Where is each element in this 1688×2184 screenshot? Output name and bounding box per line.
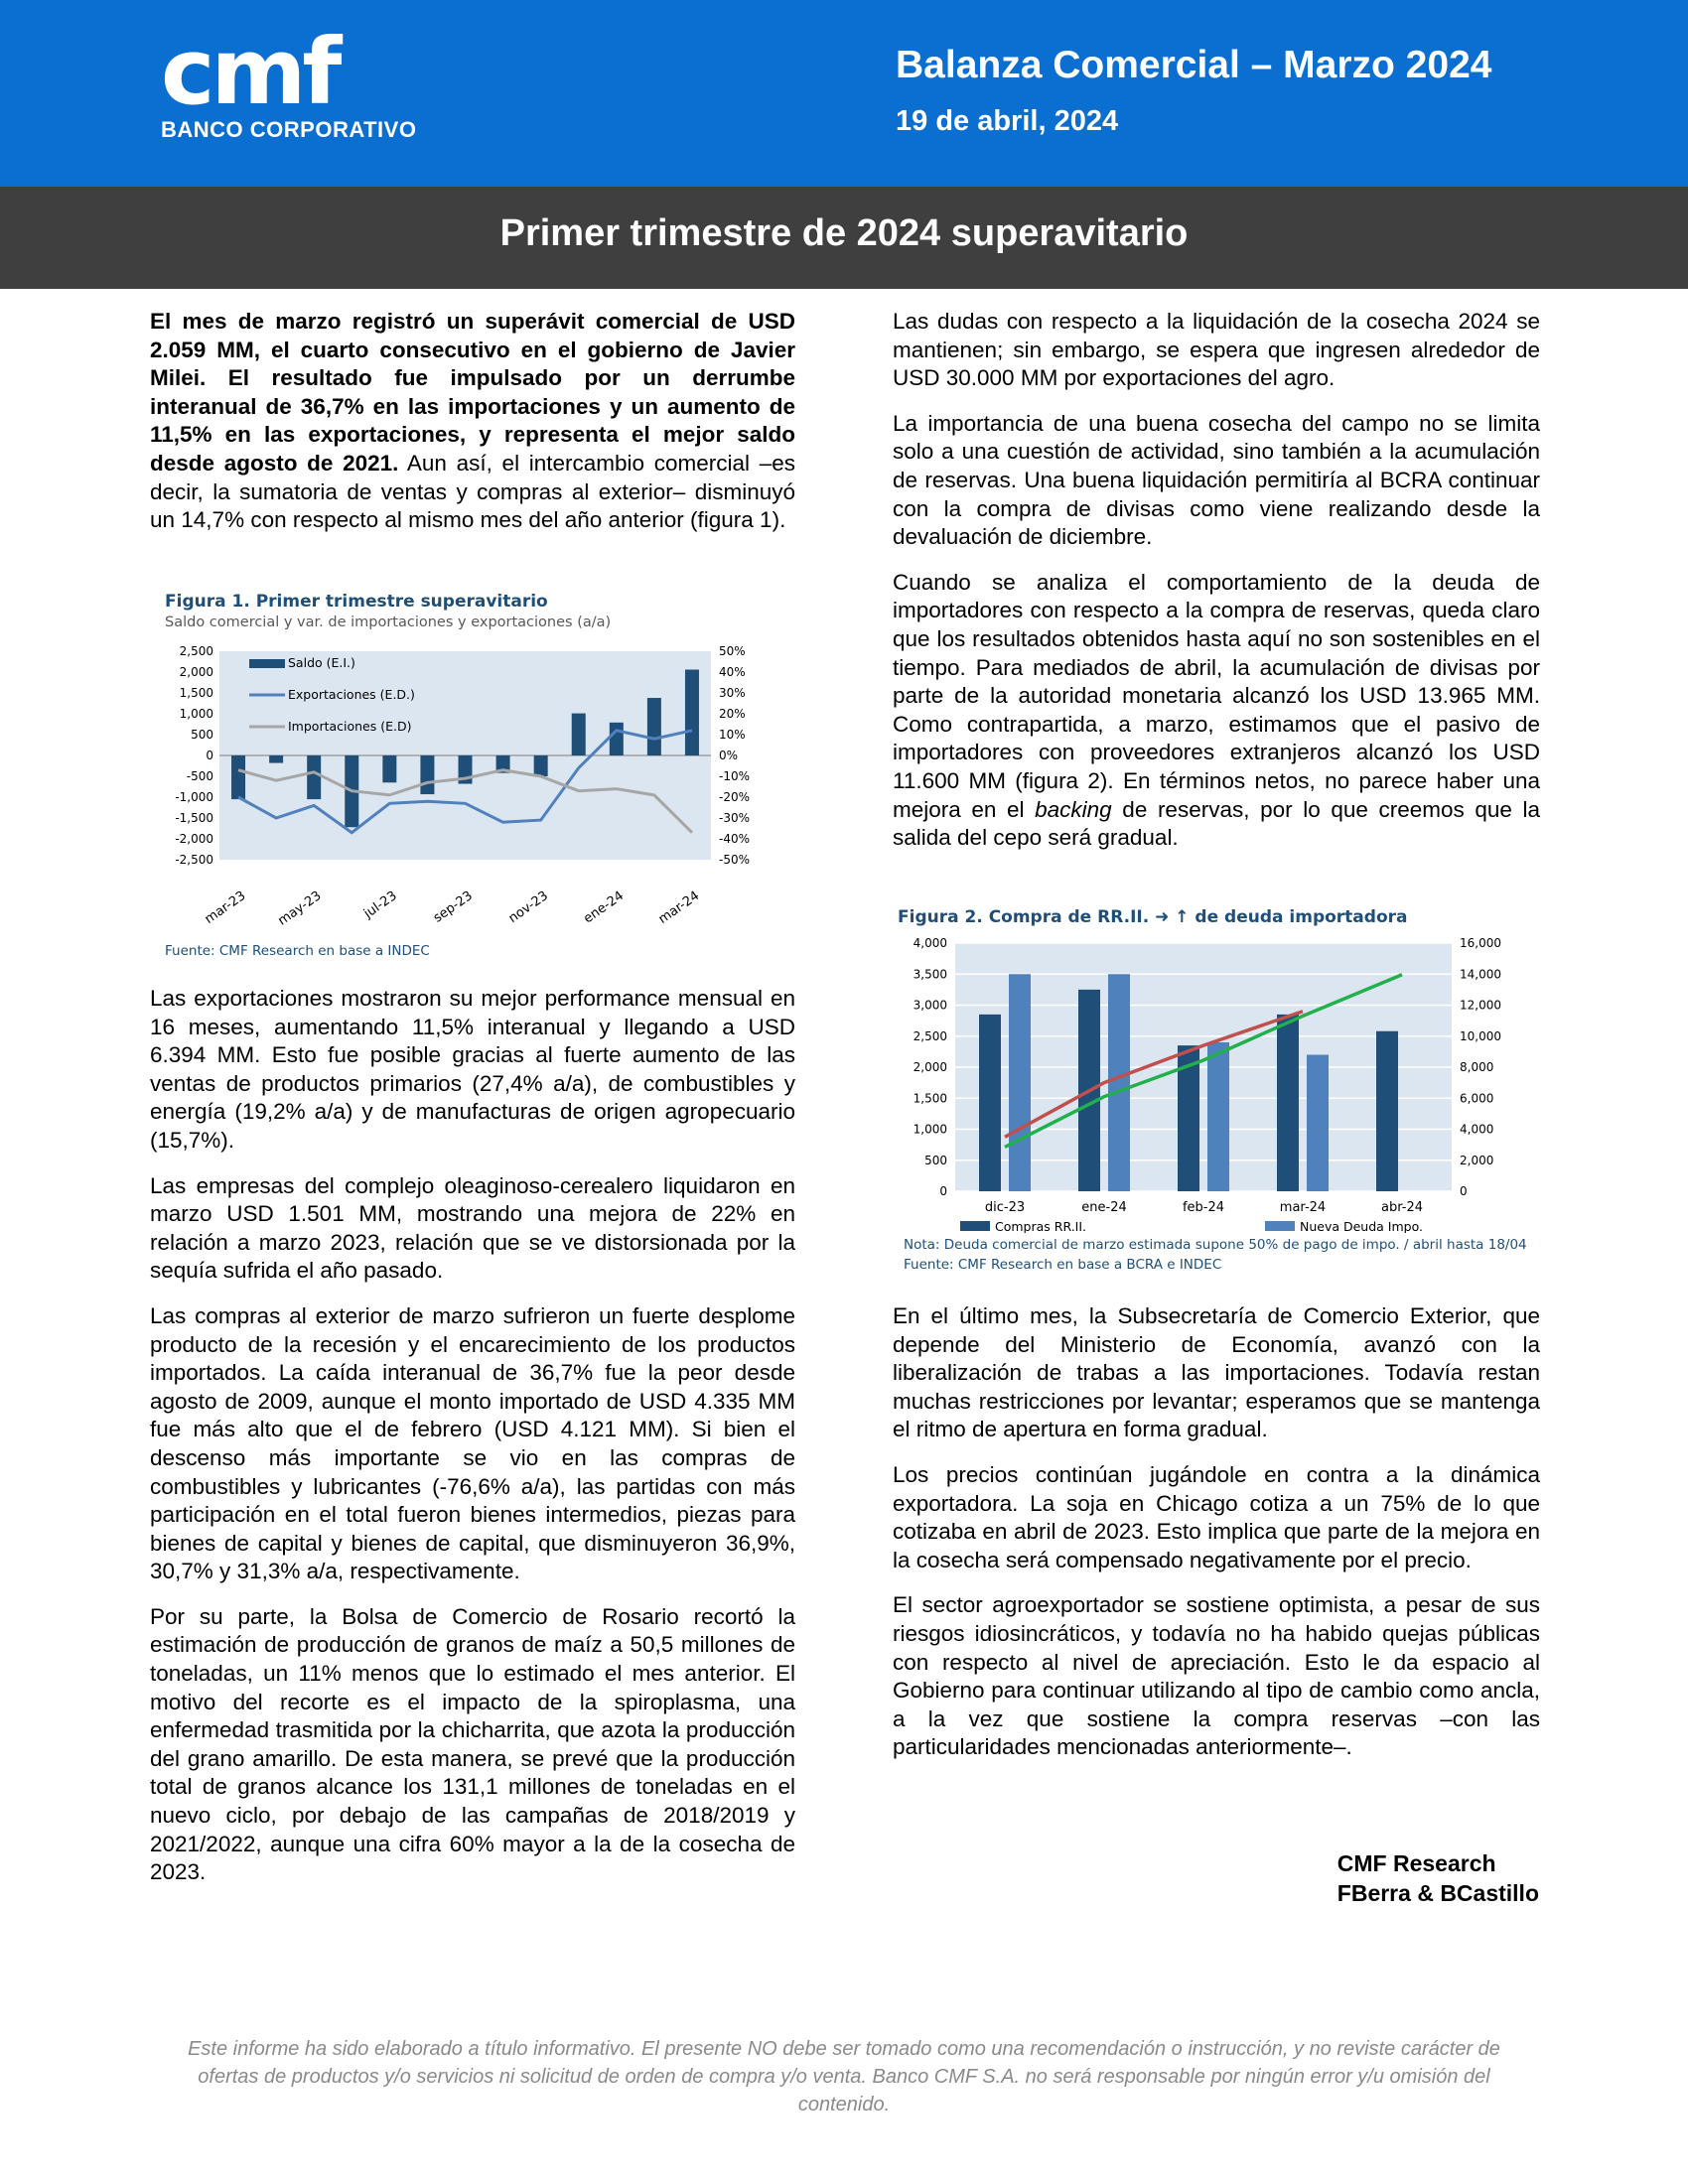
y-left-tick-label: 0 bbox=[939, 1184, 947, 1198]
left-paragraph-2: Las exportaciones mostraron su mejor performance mensual en 16 meses, aumentando 11,5% interanual y llegando a USD 6.394 MM. Esto fue posible gracias al fuerte aumento de las ventas de productos primarios (27,4% a/a), de combustibles y energía (19,2% a/a) y de manufacturas de origen agropecuario (15,7%). bbox=[150, 986, 795, 1153]
y-right-tick-label: -20% bbox=[719, 790, 751, 804]
y-right-tick-label: 40% bbox=[719, 665, 746, 679]
y-right-tick-label: 4,000 bbox=[1460, 1122, 1494, 1137]
y-right-tick-label: 0% bbox=[719, 749, 739, 762]
x-tick-label: jul-23 bbox=[360, 887, 400, 922]
y-right-tick-label: 16,000 bbox=[1460, 936, 1501, 950]
right-paragraph-2: La importancia de una buena cosecha del campo no se limita solo a una cuestión de actividad, sino también a la acumulación de reservas. Una buena liquidación permitiría al BCRA continuar con la compra de divisas como viene realizando desde la devaluación de diciembre. bbox=[893, 410, 1540, 550]
saldo-bar bbox=[269, 755, 283, 763]
signature bbox=[1337, 1848, 1539, 1908]
figure-1-title: Figura 1. Primer trimestre superavitario bbox=[165, 592, 548, 612]
saldo-bar bbox=[382, 755, 396, 782]
left-paragraph-5: Por su parte, la Bolsa de Comercio de Rosario recortó la estimación de producción de granos de maíz a 50,5 millones de toneladas, un 11% menos que lo estimado el mes anterior. El motivo del recorte es el impacto de la spiroplasma, una enfermedad trasmitida por la chicharrita, que azota la producción del grano amarillo. De esta manera, se prevé que la producción total de granos alcance los 131,1 millones de toneladas en el nuevo ciclo, por debajo de las campañas de 2018/2019 y 2021/2022, aunque una cifra 60% mayor a la de la cosecha de 2023. bbox=[150, 1603, 795, 1885]
y-left-tick-label: 500 bbox=[924, 1153, 947, 1167]
deuda-bar bbox=[1307, 1055, 1329, 1192]
deuda-bar bbox=[1207, 1042, 1229, 1191]
y-left-tick-label: 1,500 bbox=[913, 1091, 947, 1106]
legend-label: Saldo (E.I.) bbox=[288, 655, 355, 670]
compras-bar bbox=[1277, 1015, 1299, 1191]
y-left-tick-label: 2,500 bbox=[179, 644, 213, 658]
y-left-tick-label: -2,500 bbox=[175, 853, 213, 867]
x-tick-label: ene-24 bbox=[1081, 1200, 1127, 1215]
right-p3-italic: backing bbox=[1035, 796, 1112, 822]
intro-bold: El mes de marzo registró un superávit comercial de USD 2.059 MM, el cuarto consecutivo en el gobierno de Javier Milei. El resultado fue impulsado por un derrumbe interanual de 36,7% en las importaciones y un aumento de 11,5% en las exportaciones, y representa el mejor saldo desde agosto de 2021. bbox=[150, 309, 795, 476]
compras-bar bbox=[979, 1015, 1001, 1191]
figure-2 bbox=[898, 907, 1533, 1277]
x-tick-label: mar-24 bbox=[1279, 1200, 1327, 1215]
y-right-tick-label: 2,000 bbox=[1460, 1153, 1494, 1167]
right-p3-a: Cuando se analiza el comportamiento de la deuda de importadores con respecto a la compra de reservas, queda claro que los resultados obtenidos hasta aquí no son sostenibles en el tiempo. Para mediados de abril, la acumulación de divisas por parte de la autoridad monetaria alcanzó los USD 13.965 MM. Como contrapartida, a marzo, estimamos que el pasivo de importadores con proveedores extranjeros alcanzó los USD 11.600 MM (figura 2). En términos netos, no parece haber una mejora en el bbox=[893, 569, 1540, 822]
deuda-bar bbox=[1108, 974, 1130, 1191]
compras-bar bbox=[1376, 1031, 1398, 1191]
figure-1-source: Fuente: CMF Research en base a INDEC bbox=[165, 943, 430, 959]
right-paragraph-6: El sector agroexportador se sostiene optimista, a pesar de sus riesgos idiosincráticos, y todavía no ha habido quejas públicas con respecto al nivel de apreciación. Esto le da espacio al Gobierno para continuar utilizando al tipo de cambio como ancla, a la vez que sostiene la compra reservas –con las particularidades mencionadas anteriormente–. bbox=[893, 1592, 1540, 1760]
y-left-tick-label: 500 bbox=[191, 728, 213, 742]
y-left-tick-label: -500 bbox=[186, 769, 213, 783]
x-tick-label: may-23 bbox=[275, 887, 325, 929]
figure-1-subtitle: Saldo comercial y var. de importaciones y exportaciones (a/a) bbox=[165, 614, 612, 630]
y-left-tick-label: -1,000 bbox=[175, 790, 213, 804]
right-column-bottom bbox=[893, 1302, 1540, 1779]
figure-2-title: Figura 2. Compra de RR.II. ➜ ↑ de deuda importadora bbox=[898, 907, 1408, 927]
y-left-tick-label: -1,500 bbox=[175, 811, 213, 825]
figure-1-chart bbox=[165, 643, 780, 957]
y-left-tick-label: 1,000 bbox=[913, 1122, 947, 1137]
figure-2-source: Fuente: CMF Research en base a BCRA e INDEC bbox=[904, 1257, 1222, 1273]
right-paragraph-4: En el último mes, la Subsecretaría de Comercio Exterior, que depende del Ministerio de Economía, avanzó con la liberalización de trabas a las importaciones. Todavía restan muchas restricciones por levantar; esperamos que se mantenga el ritmo de apertura en forma gradual. bbox=[893, 1303, 1540, 1442]
legend-label: Nueva Deuda Impo. bbox=[1300, 1219, 1423, 1233]
x-tick-label: dic-23 bbox=[984, 1200, 1026, 1215]
y-right-tick-label: 0 bbox=[1460, 1184, 1468, 1198]
report-header bbox=[0, 0, 1688, 187]
y-right-tick-label: 20% bbox=[719, 707, 746, 721]
y-left-tick-label: 1,500 bbox=[179, 686, 213, 700]
saldo-bar bbox=[685, 670, 699, 755]
y-right-tick-label: 14,000 bbox=[1460, 967, 1501, 982]
right-p3-b: de reservas, por lo que creemos que la salida del cepo será gradual. bbox=[893, 796, 1540, 851]
y-left-tick-label: 1,000 bbox=[179, 707, 213, 721]
intro-paragraph bbox=[150, 308, 795, 535]
signature-line-1: CMF Research bbox=[1336, 1850, 1496, 1876]
y-left-tick-label: 2,500 bbox=[913, 1028, 947, 1043]
y-left-tick-label: 4,000 bbox=[913, 936, 947, 950]
y-left-tick-label: 2,000 bbox=[179, 665, 213, 679]
y-right-tick-label: -40% bbox=[719, 832, 751, 846]
y-right-tick-label: 12,000 bbox=[1460, 998, 1501, 1013]
x-tick-label: abr-24 bbox=[1381, 1200, 1423, 1215]
headline: Primer trimestre de 2024 superavitario bbox=[499, 212, 1189, 254]
saldo-bar bbox=[534, 755, 548, 776]
y-right-tick-label: -10% bbox=[719, 769, 751, 783]
saldo-bar bbox=[572, 714, 586, 755]
logo-word: cmf bbox=[161, 19, 339, 125]
left-paragraph-4: Las compras al exterior de marzo sufrieron un fuerte desplome producto de la recesión y el encarecimiento de los productos importados. La caída interanual de 36,7% fue la peor desde agosto de 2009, aunque el monto importado de USD 4.335 MM fue más alto que el de febrero (USD 4.121 MM). Si bien el descenso más importante se vio en las compras de combustibles y lubricantes (-76,6% a/a), las partidas con más participación en el total fueron bienes intermedios, piezas para bienes de capital y bienes de capital, que disminuyeron 36,9%, 30,7% y 31,3% a/a, respectivamente. bbox=[150, 1302, 795, 1584]
left-paragraph-3: Las empresas del complejo oleaginoso-cerealero liquidaron en marzo USD 1.501 MM, mostrando una mejora de 22% en relación a marzo 2023, relación que se ve distorsionada por la sequía sufrida el año pasado. bbox=[150, 1172, 795, 1284]
saldo-bar bbox=[610, 723, 624, 755]
x-tick-label: sep-23 bbox=[430, 887, 476, 926]
y-right-tick-label: 10,000 bbox=[1460, 1028, 1501, 1043]
legend-label: Importaciones (E.D) bbox=[288, 719, 412, 734]
y-left-tick-label: -2,000 bbox=[175, 832, 213, 846]
report-title: Balanza Comercial – Marzo 2024 bbox=[896, 44, 1492, 86]
legend-swatch bbox=[249, 659, 285, 668]
saldo-bar bbox=[307, 755, 321, 799]
left-column-top bbox=[150, 308, 795, 552]
saldo-bar bbox=[647, 698, 661, 755]
x-tick-label: nov-23 bbox=[505, 887, 551, 926]
x-tick-label: mar-23 bbox=[202, 887, 249, 927]
y-right-tick-label: 10% bbox=[719, 728, 746, 742]
y-right-tick-label: 8,000 bbox=[1460, 1060, 1494, 1074]
cmf-logo bbox=[161, 19, 417, 143]
saldo-bar bbox=[231, 755, 245, 799]
legend-swatch bbox=[960, 1221, 990, 1231]
intro-rest: Aun así, el intercambio comercial –es decir, la sumatoria de ventas y compras al exterior– disminuyó un 14,7% con respecto al mismo mes del año anterior (figura 1). bbox=[150, 450, 795, 533]
right-column-top bbox=[893, 308, 1540, 870]
figure-2-chart bbox=[886, 935, 1521, 1233]
legend-swatch bbox=[1265, 1221, 1295, 1231]
y-right-tick-label: 30% bbox=[719, 686, 746, 700]
y-left-tick-label: 0 bbox=[206, 749, 213, 762]
saldo-bar bbox=[420, 755, 434, 794]
logo-subtitle: BANCO CORPORATIVO bbox=[161, 117, 417, 142]
legend-label: Compras RR.II. bbox=[995, 1219, 1087, 1233]
headline-bar bbox=[0, 187, 1688, 289]
deuda-bar bbox=[1009, 974, 1031, 1191]
right-paragraph-5: Los precios continúan jugándole en contra a la dinámica exportadora. La soja en Chicago cotiza a un 75% de lo que cotizaba en abril de 2023. Esto implica que parte de la mejora en la cosecha será compensado negativamente por el precio. bbox=[893, 1461, 1540, 1572]
x-tick-label: mar-24 bbox=[655, 887, 703, 927]
disclaimer: Este informe ha sido elaborado a título informativo. El presente NO debe ser tomado como una recomendación o instrucción, y no reviste carácter de ofertas de productos y/o servicios ni solicitud de orden de compra y/o venta. Banco CMF S.A. no será responsable por ningún error y/u omisión del contenido. bbox=[188, 2038, 1500, 2116]
y-right-tick-label: -50% bbox=[719, 853, 751, 867]
legend-label: Exportaciones (E.D.) bbox=[288, 687, 415, 702]
y-left-tick-label: 3,500 bbox=[913, 967, 947, 982]
y-left-tick-label: 2,000 bbox=[913, 1060, 947, 1074]
figure-2-note: Nota: Deuda comercial de marzo estimada supone 50% de pago de impo. / abril hasta 18/04 bbox=[904, 1237, 1527, 1253]
y-right-tick-label: 6,000 bbox=[1460, 1091, 1494, 1106]
right-paragraph-3 bbox=[893, 569, 1540, 853]
signature-line-2: FBerra & BCastillo bbox=[1336, 1880, 1539, 1906]
report-date: 19 de abril, 2024 bbox=[896, 105, 1119, 137]
right-paragraph-1: Las dudas con respecto a la liquidación de la cosecha 2024 se mantienen; sin embargo, se espera que ingresen alrededor de USD 30.000 MM por exportaciones del agro. bbox=[893, 309, 1540, 391]
x-tick-label: ene-24 bbox=[581, 887, 628, 927]
y-right-tick-label: -30% bbox=[719, 811, 751, 825]
y-right-tick-label: 50% bbox=[719, 644, 746, 658]
y-left-tick-label: 3,000 bbox=[913, 998, 947, 1013]
left-column-bottom bbox=[150, 985, 795, 1904]
x-tick-label: feb-24 bbox=[1182, 1200, 1225, 1215]
figure-1 bbox=[165, 592, 780, 965]
